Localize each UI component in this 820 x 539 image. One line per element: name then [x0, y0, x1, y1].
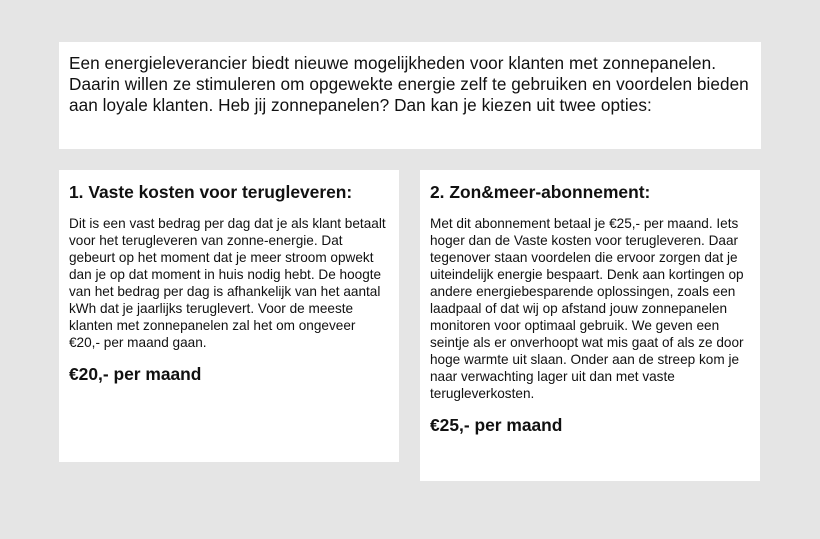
option-title: 1. Vaste kosten voor terugleveren: — [69, 182, 353, 202]
option-description: Dit is een vast bedrag per dag dat je als klant betaalt voor het terugleveren van zonne-energie. Dat gebeurt op het moment dat je meer stroom opwekt dan je op dat moment in huis nodig hebt. De hoogte van het bedrag per dag is afhankelijk van het aantal kWh dat je jaarlijks teruglevert. Voor de meeste klanten met zonnepanelen zal het om ongeveer €20,- per maand gaan. — [69, 216, 386, 350]
option-card-subscription — [420, 170, 760, 481]
intro-text: Een energieleverancier biedt nieuwe mogelijkheden voor klanten met zonnepanelen. Daarin willen ze stimuleren om opgewekte energie zelf te gebruiken en voordelen bieden aan loyale klanten. Heb jij zonnepanelen? Dan kan je kiezen uit twee opties: — [69, 53, 749, 115]
option-description: Met dit abonnement betaal je €25,- per maand. Iets hoger dan de Vaste kosten voor terugleveren. Daar tegenover staan voordelen die ervoor zorgen dat je uiteindelijk energie bespaart. Denk aan kortingen op andere energiebesparende oplossingen, zoals een laadpaal of dat wij op afstand jouw zonnepanelen monitoren voor optimaal gebruik. We geven een seintje als er onverhoopt wat mis gaat of als ze door hoge warmte uit slaan. Onder aan de streep kom je naar verwachting lager uit dan met vaste terugleverkosten. — [430, 216, 744, 401]
option-card-fixed-costs — [59, 170, 399, 462]
option-title: 2. Zon&meer-abonnement: — [430, 182, 651, 202]
option-price: €25,- per maand — [430, 415, 563, 435]
option-price: €20,- per maand — [69, 364, 202, 384]
intro-card — [59, 42, 761, 149]
